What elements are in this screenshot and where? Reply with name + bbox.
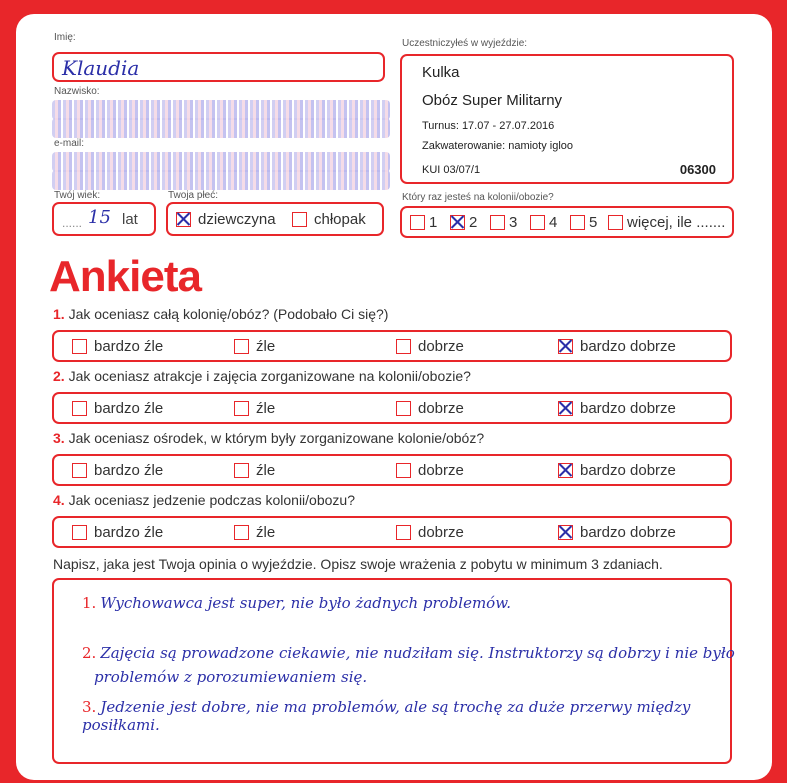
rating-label: dobrze xyxy=(418,337,464,355)
rating-zle[interactable] xyxy=(234,518,275,546)
name-value: Klaudia xyxy=(62,56,140,80)
checkbox-checked[interactable] xyxy=(558,339,573,354)
page-title: Ankieta xyxy=(49,252,201,301)
rating-label: bardzo dobrze xyxy=(580,399,676,417)
rating-label: dobrze xyxy=(418,399,464,417)
question-number: 4. xyxy=(53,492,65,508)
rating-bardzo-zle[interactable] xyxy=(72,394,163,422)
rating-label: bardzo dobrze xyxy=(580,461,676,479)
times-option-label: 3 xyxy=(509,213,518,231)
checkbox[interactable] xyxy=(72,463,87,478)
question-1 xyxy=(53,306,388,322)
rating-zle[interactable] xyxy=(234,332,275,360)
times-option-label: 4 xyxy=(549,213,558,231)
checkbox[interactable] xyxy=(72,401,87,416)
times-label: Który raz jesteś na kolonii/obozie? xyxy=(402,192,554,203)
opinion-line-text: problemów z porozumiewaniem się. xyxy=(94,668,368,686)
checkbox[interactable] xyxy=(608,215,623,230)
checkbox[interactable] xyxy=(234,339,249,354)
opinion-line-text: Wychowawca jest super, nie było żadnych problemów. xyxy=(100,594,512,612)
times-option-2[interactable] xyxy=(450,208,477,236)
rating-label: źle xyxy=(256,523,276,541)
email-label: e-mail: xyxy=(54,138,85,149)
rating-bardzo-dobrze[interactable] xyxy=(558,518,676,546)
age-label: Twój wiek: xyxy=(54,190,101,201)
times-option-more[interactable] xyxy=(608,208,725,236)
times-option-label: 1 xyxy=(429,213,438,231)
times-group xyxy=(400,206,734,238)
checkbox[interactable] xyxy=(396,401,411,416)
camp-info-box xyxy=(400,54,734,184)
checkbox[interactable] xyxy=(72,525,87,540)
age-field[interactable] xyxy=(52,202,156,236)
checkbox-checked[interactable] xyxy=(450,215,465,230)
rating-label: źle xyxy=(256,399,276,417)
checkbox[interactable] xyxy=(396,525,411,540)
checkbox[interactable] xyxy=(570,215,585,230)
checkbox[interactable] xyxy=(396,339,411,354)
survey-sheet xyxy=(16,14,772,780)
name-field[interactable] xyxy=(52,52,385,82)
gender-option-boy[interactable] xyxy=(292,204,366,234)
question-text: Jak oceniasz ośrodek, w którym były zorganizowane kolonie/obóz? xyxy=(68,430,485,446)
question-4 xyxy=(53,492,355,508)
rating-label: bardzo źle xyxy=(94,523,164,541)
question-number: 1. xyxy=(53,306,65,322)
question-text: Jak oceniasz atrakcje i zajęcia zorganizowane na kolonii/obozie? xyxy=(68,368,471,384)
checkbox-checked[interactable] xyxy=(558,525,573,540)
rating-label: bardzo źle xyxy=(94,337,164,355)
rating-label: bardzo dobrze xyxy=(580,337,676,355)
question-text: Jak oceniasz jedzenie podczas kolonii/obozu? xyxy=(68,492,355,508)
rating-bardzo-dobrze[interactable] xyxy=(558,394,676,422)
times-option-4[interactable] xyxy=(530,208,557,236)
question-number: 2. xyxy=(53,368,65,384)
participant-label: Uczestniczyłeś w wyjeździe: xyxy=(402,38,528,49)
opinion-line-2b xyxy=(94,668,772,686)
rating-bardzo-zle[interactable] xyxy=(72,518,163,546)
question-text: Jak oceniasz całą kolonię/obóz? (Podobało Ci się?) xyxy=(68,306,389,322)
checkbox[interactable] xyxy=(396,463,411,478)
times-option-label: 2 xyxy=(469,213,478,231)
opinion-line-text: Jedzenie jest dobre, nie ma problemów, ale są trochę za duże przerwy między posiłkami. xyxy=(82,698,691,734)
checkbox[interactable] xyxy=(234,401,249,416)
rating-label: dobrze xyxy=(418,523,464,541)
rating-zle[interactable] xyxy=(234,456,275,484)
participant-name: Kulka xyxy=(422,64,460,81)
surname-redacted-2 xyxy=(52,118,390,138)
checkbox[interactable] xyxy=(72,339,87,354)
rating-dobrze[interactable] xyxy=(396,394,464,422)
checkbox-checked[interactable] xyxy=(176,212,191,227)
rating-row-2 xyxy=(52,392,732,424)
rating-label: bardzo dobrze xyxy=(580,523,676,541)
times-option-5[interactable] xyxy=(570,208,597,236)
rating-zle[interactable] xyxy=(234,394,275,422)
question-number: 3. xyxy=(53,430,65,446)
opinion-line-number: 3. xyxy=(82,698,97,716)
gender-label: Twoja płeć: xyxy=(168,190,219,201)
times-option-3[interactable] xyxy=(490,208,517,236)
email-redacted-2 xyxy=(52,170,390,190)
times-option-label: 5 xyxy=(589,213,598,231)
gender-option-label: dziewczyna xyxy=(198,210,276,228)
accommodation: Zakwaterowanie: namioty igloo xyxy=(422,140,574,152)
rating-bardzo-zle[interactable] xyxy=(72,456,163,484)
camp-name: Obóz Super Militarny xyxy=(422,92,563,109)
opinion-line-number: 2. xyxy=(82,644,97,662)
checkbox[interactable] xyxy=(530,215,545,230)
opinion-field[interactable] xyxy=(52,578,735,764)
rating-bardzo-dobrze[interactable] xyxy=(558,456,676,484)
opinion-prompt: Napisz, jaka jest Twoja opinia o wyjeździe. Opisz swoje wrażenia z pobytu w minimum 3 zdaniach. xyxy=(53,556,663,572)
rating-bardzo-zle[interactable] xyxy=(72,332,163,360)
checkbox[interactable] xyxy=(490,215,505,230)
checkbox[interactable] xyxy=(234,525,249,540)
name-label: Imię: xyxy=(54,32,76,43)
checkbox-checked[interactable] xyxy=(558,463,573,478)
opinion-line-1 xyxy=(82,594,762,612)
gender-option-girl[interactable] xyxy=(176,204,276,234)
question-3 xyxy=(53,430,484,446)
camp-code: KUI 03/07/1 xyxy=(422,164,481,176)
rating-label: dobrze xyxy=(418,461,464,479)
surname-label: Nazwisko: xyxy=(54,86,100,97)
age-unit: lat xyxy=(122,211,138,228)
email-redacted xyxy=(52,152,390,172)
opinion-line-3 xyxy=(82,698,762,734)
checkbox[interactable] xyxy=(292,212,307,227)
rating-bardzo-dobrze[interactable] xyxy=(558,332,676,360)
rating-row-4 xyxy=(52,516,732,548)
rating-dobrze[interactable] xyxy=(396,332,464,360)
opinion-line-2 xyxy=(82,644,762,662)
age-dots: ...... xyxy=(62,216,83,230)
turnus: Turnus: 17.07 - 27.07.2016 xyxy=(422,120,555,132)
age-value: 15 xyxy=(88,207,111,228)
times-option-1[interactable] xyxy=(410,208,437,236)
rating-dobrze[interactable] xyxy=(396,518,464,546)
rating-label: źle xyxy=(256,461,276,479)
times-option-label: więcej, ile ....... xyxy=(627,213,726,231)
question-2 xyxy=(53,368,471,384)
camp-number: 06300 xyxy=(679,162,716,177)
gender-option-label: chłopak xyxy=(314,210,366,228)
gender-group xyxy=(166,202,384,236)
rating-row-1 xyxy=(52,330,732,362)
checkbox[interactable] xyxy=(234,463,249,478)
rating-label: bardzo źle xyxy=(94,399,164,417)
rating-label: bardzo źle xyxy=(94,461,164,479)
rating-row-3 xyxy=(52,454,732,486)
rating-label: źle xyxy=(256,337,276,355)
checkbox-checked[interactable] xyxy=(558,401,573,416)
rating-dobrze[interactable] xyxy=(396,456,464,484)
opinion-line-text: Zajęcia są prowadzone ciekawie, nie nudziłam się. Instruktorzy są dobrzy i nie było xyxy=(100,644,735,662)
surname-redacted xyxy=(52,100,390,120)
opinion-line-number: 1. xyxy=(82,594,97,612)
checkbox[interactable] xyxy=(410,215,425,230)
